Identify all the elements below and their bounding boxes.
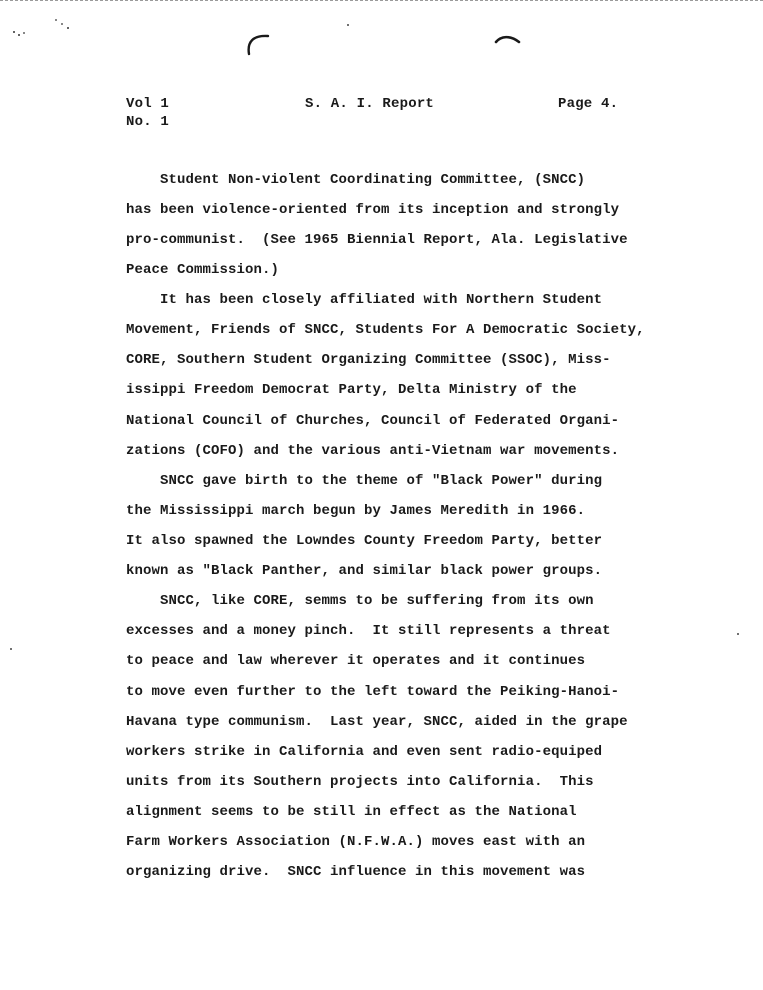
page-top-edge	[0, 0, 763, 3]
page-number: Page 4.	[558, 96, 619, 112]
text-line: Student Non-violent Coordinating Committee, (SNCC)	[126, 172, 586, 188]
text-line: It has been closely affiliated with Northern Student	[126, 292, 603, 308]
text-line: SNCC gave birth to the theme of "Black Power" during	[126, 473, 603, 489]
text-line: excesses and a money pinch. It still represents a threat	[126, 623, 611, 639]
scan-speck	[347, 24, 349, 26]
text-line: Movement, Friends of SNCC, Students For A Democratic Society,	[126, 322, 645, 338]
text-line: Peace Commission.)	[126, 262, 280, 278]
text-line: Farm Workers Association (N.F.W.A.) moves east with an	[126, 834, 586, 850]
text-line: alignment seems to be still in effect as the National	[126, 804, 577, 820]
binder-hole-mark-right	[494, 32, 522, 46]
binder-hole-mark-left	[243, 28, 273, 58]
scan-speck	[10, 648, 12, 650]
text-line: to peace and law wherever it operates and it continues	[126, 653, 586, 669]
text-line: pro-communist. (See 1965 Biennial Report, Ala. Legislative	[126, 232, 628, 248]
report-title: S. A. I. Report	[305, 96, 435, 112]
text-line: units from its Southern projects into California. This	[126, 774, 594, 790]
volume-label: Vol 1	[126, 96, 170, 112]
text-line: known as "Black Panther, and similar black power groups.	[126, 563, 603, 579]
text-line: has been violence-oriented from its inception and strongly	[126, 202, 620, 218]
text-line: the Mississippi march begun by James Meredith in 1966.	[126, 503, 586, 519]
text-line: National Council of Churches, Council of Federated Organi-	[126, 413, 620, 429]
text-line: workers strike in California and even sent radio-equiped	[126, 744, 603, 760]
scan-speck	[737, 633, 739, 635]
text-line: SNCC, like CORE, semms to be suffering from its own	[126, 593, 594, 609]
scan-specks	[10, 18, 80, 42]
text-line: It also spawned the Lowndes County Freedom Party, better	[126, 533, 603, 549]
text-line: CORE, Southern Student Organizing Committee (SSOC), Miss-	[126, 352, 611, 368]
text-line: issippi Freedom Democrat Party, Delta Ministry of the	[126, 382, 577, 398]
issue-number: No. 1	[126, 114, 170, 130]
text-line: zations (COFO) and the various anti-Vietnam war movements.	[126, 443, 620, 459]
text-line: organizing drive. SNCC influence in this movement was	[126, 864, 586, 880]
text-line: Havana type communism. Last year, SNCC, aided in the grape	[126, 714, 628, 730]
text-line: to move even further to the left toward the Peiking-Hanoi-	[126, 684, 620, 700]
